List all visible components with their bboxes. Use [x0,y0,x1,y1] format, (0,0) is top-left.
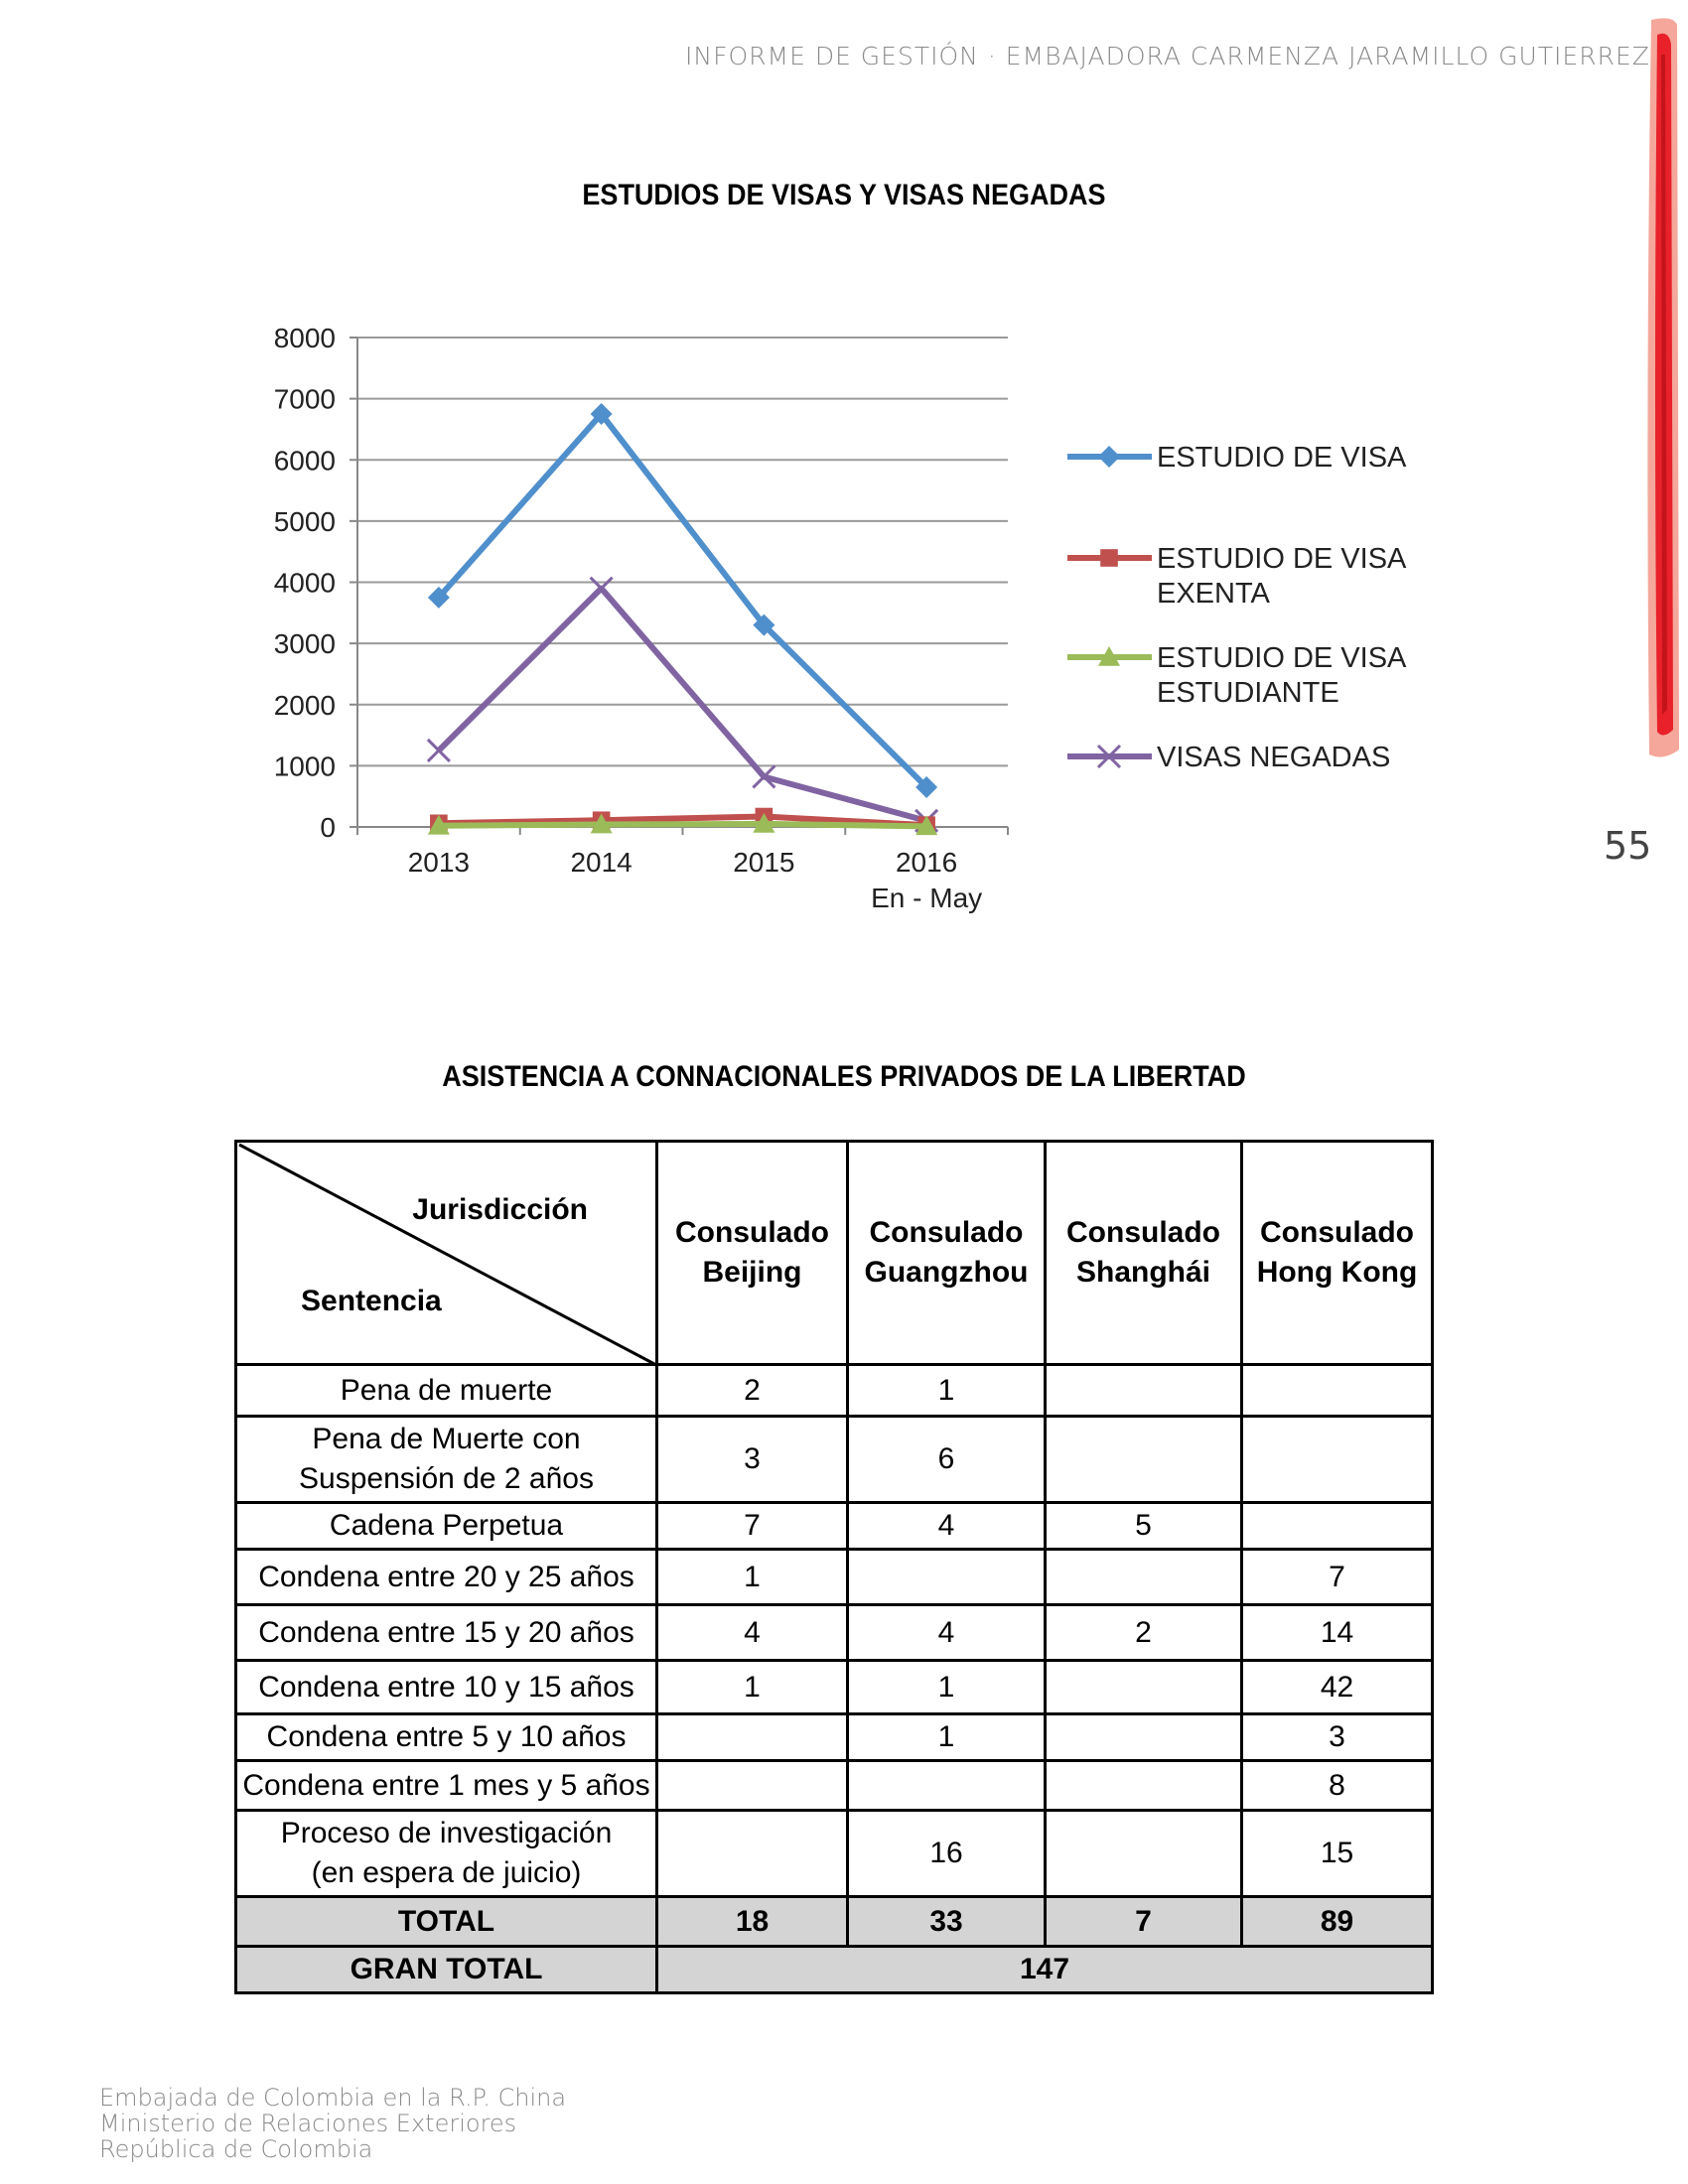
table-row [236,1605,1433,1661]
table-cell: 1 [657,1661,848,1714]
page-number: 55 [1604,824,1652,868]
y-tick-label: 1000 [273,751,336,782]
row-label: Cadena Perpetua [236,1503,657,1550]
table-title: ASISTENCIA A CONNACIONALES PRIVADOS DE LA LIBERTAD [442,1060,1246,1093]
row-label: Pena de muerte [236,1365,657,1417]
series-line [439,414,926,787]
legend-marker [1100,549,1118,567]
x-tick-label: 2013 [407,847,471,878]
table-cell: 4 [848,1503,1046,1550]
table-cell: 2 [1046,1605,1242,1661]
table-cell [657,1761,848,1811]
row-label: Proceso de investigación (en espera de juicio) [236,1811,657,1897]
chart-title: ESTUDIOS DE VISAS Y VISAS NEGADAS [582,179,1106,211]
table-cell: 1 [657,1550,848,1605]
y-tick-label: 3000 [273,628,336,660]
total-cell: 18 [657,1897,848,1947]
table-cell: 2 [657,1365,848,1417]
x-tick-label: 2015 [733,847,795,878]
footer-line: Ministerio de Relaciones Exteriores [99,2110,517,2137]
table-row [236,1714,1433,1761]
footer-line: Embajada de Colombia en la R.P. China [99,2084,567,2112]
table-row [236,1365,1433,1417]
diagonal-divider [237,1143,658,1367]
total-cell: 89 [1242,1897,1433,1947]
grand-total-label: GRAN TOTAL [236,1947,657,1993]
legend-label: VISAS NEGADAS [1157,742,1391,773]
total-label: TOTAL [236,1897,657,1947]
document-header: INFORME DE GESTIÓN · EMBAJADORA CARMENZA JARAMILLO GUTIERREZ [685,42,1650,70]
table-cell [657,1811,848,1897]
jurisdiction-label: Jurisdicción [412,1193,588,1226]
table-header-row [236,1142,1433,1365]
legend-label: EXENTA [1157,578,1270,610]
table-row [236,1417,1433,1503]
y-tick-label: 4000 [273,567,336,599]
footer-line: República de Colombia [99,2135,373,2163]
row-label: Condena entre 1 mes y 5 años [236,1761,657,1811]
x-tick-label: En - May [871,883,983,913]
legend-marker [1098,446,1120,468]
total-cell: 33 [848,1897,1046,1947]
y-tick-label: 6000 [273,445,336,477]
column-header: Consulado Beijing [657,1142,848,1365]
table-row [236,1503,1433,1550]
table-cell [1046,1661,1242,1714]
table-cell [1046,1550,1242,1605]
table-cell: 16 [848,1811,1046,1897]
table-row [236,1550,1433,1605]
y-tick-label: 0 [320,812,336,843]
table-cell [1046,1761,1242,1811]
table-cell: 8 [1242,1761,1433,1811]
y-tick-label: 5000 [273,505,336,537]
table-cell [1046,1365,1242,1417]
table-cell [1242,1365,1433,1417]
grand-total-row [236,1947,1433,1993]
table-cell: 1 [848,1714,1046,1761]
table-cell: 1 [848,1661,1046,1714]
row-label: Condena entre 5 y 10 años [236,1714,657,1761]
sentence-label: Sentencia [301,1285,442,1317]
table-cell: 7 [1242,1550,1433,1605]
total-cell: 7 [1046,1897,1242,1947]
table-cell [848,1550,1046,1605]
table-cell: 5 [1046,1503,1242,1550]
data-point [428,740,450,761]
table-cell [1046,1417,1242,1503]
table-cell [657,1714,848,1761]
table-cell: 4 [848,1605,1046,1661]
table-cell: 15 [1242,1811,1433,1897]
footer [99,2085,566,2162]
data-point [591,578,613,600]
grand-total-value: 147 [657,1947,1433,1993]
table-cell [848,1761,1046,1811]
table-cell: 42 [1242,1661,1433,1714]
row-label: Pena de Muerte con Suspensión de 2 años [236,1417,657,1503]
x-tick-label: 2014 [570,847,633,878]
table-cell [1242,1503,1433,1550]
legend-label: ESTUDIANTE [1157,677,1339,709]
table-cell: 7 [657,1503,848,1550]
legend-label: ESTUDIO DE VISA [1157,543,1407,575]
table-cell: 1 [848,1365,1046,1417]
column-header: Consulado Shanghái [1046,1142,1242,1365]
visa-line-chart [238,298,1430,933]
table-cell [1046,1714,1242,1761]
x-tick-label: 2016 [895,847,958,878]
y-tick-label: 2000 [273,689,336,721]
legend-label: ESTUDIO DE VISA [1157,442,1407,474]
total-row [236,1897,1433,1947]
table-cell: 3 [657,1417,848,1503]
detainee-assistance-table [234,1140,1434,1994]
table-row [236,1761,1433,1811]
row-label: Condena entre 15 y 20 años [236,1605,657,1661]
column-header: Consulado Guangzhou [848,1142,1046,1365]
table-cell [1046,1811,1242,1897]
legend-label: ESTUDIO DE VISA [1157,642,1407,674]
corner-header-cell [236,1142,657,1365]
row-label: Condena entre 20 y 25 años [236,1550,657,1605]
table-cell: 6 [848,1417,1046,1503]
table-cell: 3 [1242,1714,1433,1761]
table-cell [1242,1417,1433,1503]
column-header: Consulado Hong Kong [1242,1142,1433,1365]
table-cell: 14 [1242,1605,1433,1661]
series-line [439,824,926,826]
table-cell: 4 [657,1605,848,1661]
table-row [236,1811,1433,1897]
y-tick-label: 7000 [273,383,336,415]
table-row [236,1661,1433,1714]
y-tick-label: 8000 [273,323,336,353]
row-label: Condena entre 10 y 15 años [236,1661,657,1714]
decorative-side-strip [1643,15,1683,769]
